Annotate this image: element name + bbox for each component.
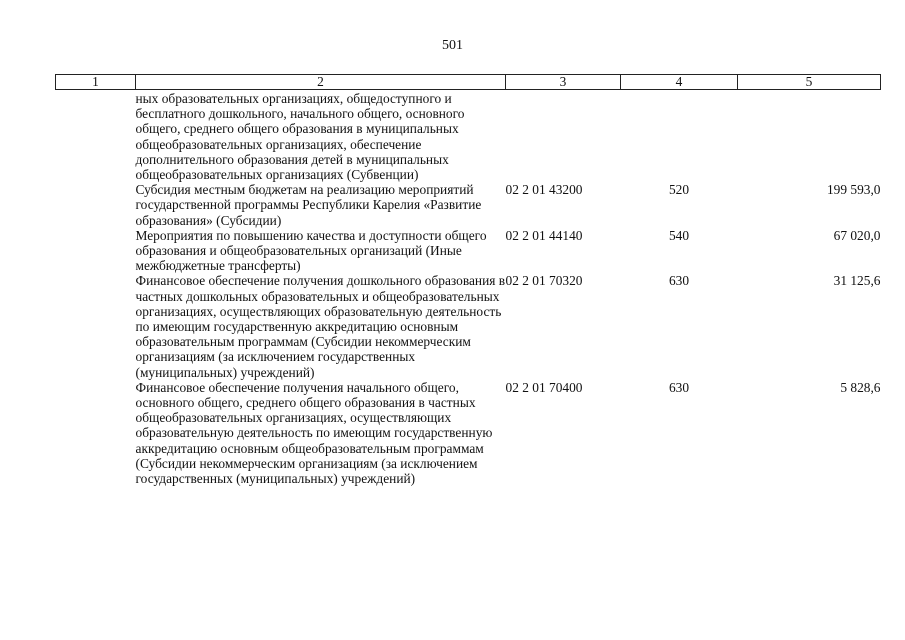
column-header-2: 2 — [136, 75, 506, 90]
table-row — [56, 380, 881, 486]
table-row — [56, 182, 881, 228]
row-name: Мероприятия по повышению качества и доступности общего образования и общеобразовательных организаций (Иные межбюджетные трансферты) — [135, 227, 487, 274]
row-code: 02 2 01 43200 — [505, 182, 583, 198]
table-row — [56, 228, 881, 274]
column-header-5: 5 — [738, 75, 881, 90]
row-code — [506, 90, 621, 183]
table-header-row — [56, 75, 881, 90]
row-type — [621, 90, 738, 183]
table-row — [56, 90, 881, 183]
row-name: ных образовательных организациях, общедоступного и бесплатного дошкольного, начального общего, основного общего, среднего общего образования в муниципальных общеобразовательных организациях, обеспечение дополнительного образования детей в муниципальных общеобразовательных организациях (Субвенции) — [135, 91, 465, 183]
row-amount: 31 125,6 — [833, 273, 881, 289]
row-name: Финансовое обеспечение получения дошкольного образования в частных дошкольных образовательных и общеобразовательных организациях, осуществляющих образовательную деятельность по имеющим государственную аккредитацию основным образовательным программам (Субсидии некоммерческим организациям (за исключением государственных (муниципальных) учреждений) — [135, 273, 506, 380]
row-name: Субсидия местным бюджетам на реализацию мероприятий государственной программы Республики Карелия «Развитие образования» (Субсидии) — [135, 182, 482, 228]
column-header-4: 4 — [621, 75, 738, 90]
row-amount — [738, 90, 881, 183]
row-amount: 67 020,0 — [833, 227, 881, 243]
page-number: 501 — [442, 38, 463, 53]
row-name: Финансовое обеспечение получения начального общего, основного общего, среднего общего образования в частных общеобразовательных организациях, осуществляющих образовательную деятельность по имеющим государственную аккредитацию основным общеобразовательным программам (Субсидии некоммерческим организациям (за исключением государственных (муниципальных) учреждений) — [135, 379, 493, 487]
row-code: 02 2 01 70400 — [505, 379, 583, 395]
row-type: 520 — [668, 182, 690, 198]
column-header-3: 3 — [506, 75, 621, 90]
row-type: 630 — [668, 273, 690, 289]
budget-table — [55, 74, 881, 486]
row-type: 630 — [668, 379, 690, 395]
row-code: 02 2 01 44140 — [505, 227, 583, 243]
table-row — [56, 273, 881, 379]
row-amount: 5 828,6 — [840, 379, 881, 395]
row-amount: 199 593,0 — [826, 182, 881, 198]
column-header-1: 1 — [56, 75, 136, 90]
row-type: 540 — [668, 227, 690, 243]
row-code: 02 2 01 70320 — [505, 273, 583, 289]
